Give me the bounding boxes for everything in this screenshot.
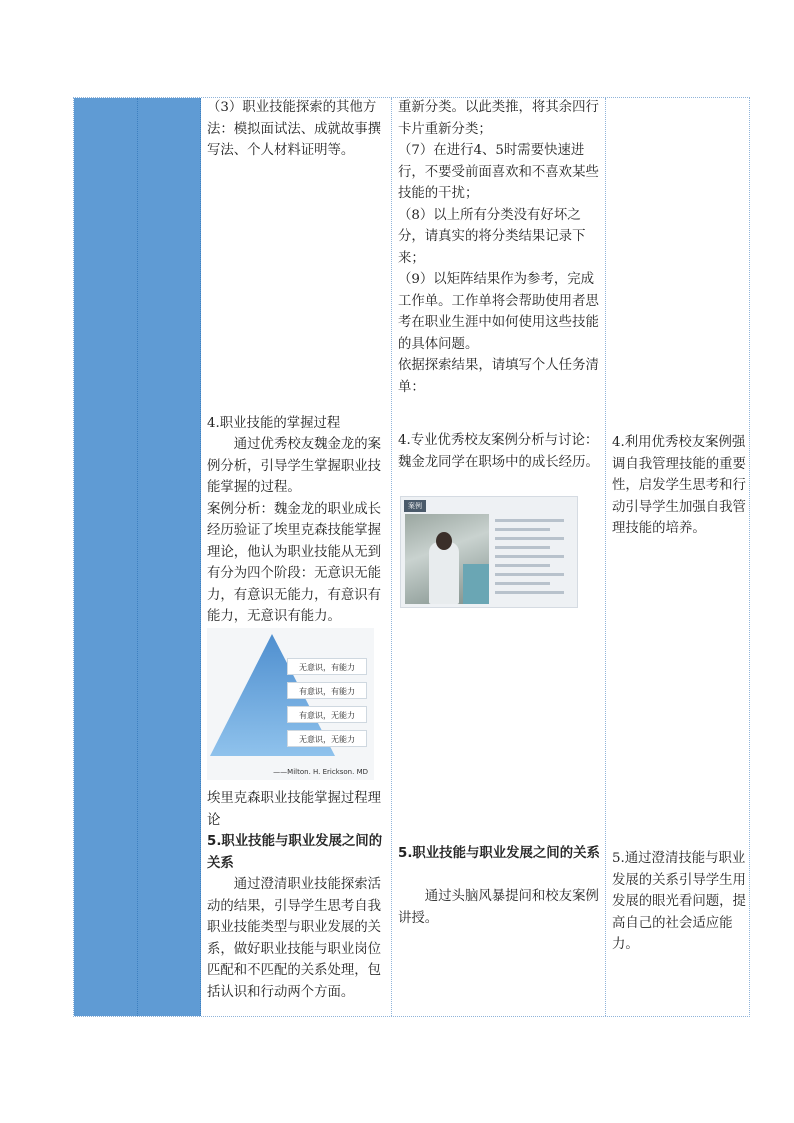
pyramid-level-2: 有意识，有能力: [287, 682, 367, 699]
pyramid-level-1: 无意识，有能力: [287, 658, 367, 675]
alumni-photo-image: [405, 514, 489, 604]
pyramid-caption: 埃里克森职业技能掌握过程理论: [207, 791, 382, 828]
pyramid-credit: ——Milton. H. Erickson. MD: [273, 768, 368, 776]
activity-section-5-heading: 5.职业技能与职业发展之间的关系: [398, 846, 600, 861]
alumni-case-photo: [400, 496, 578, 608]
other-methods-text: （3）职业技能探索的其他方法：模拟面试法、成就故事撰写法、个人材料证明等。: [207, 100, 382, 158]
erickson-pyramid-figure: [207, 628, 374, 780]
intent-section-4: 4.利用优秀校友案例强调自我管理技能的重要性，启发学生思考和行动引导学生加强自我管理技能的培养。: [612, 435, 746, 536]
case-text-lines: [495, 513, 573, 601]
section-5-body: 通过澄清职业技能探索活动的结果，引导学生思考自我职业技能类型与职业发展的关系，做好职业技能与职业岗位匹配和不匹配的关系处理，包括认识和行动两个方面。: [207, 877, 382, 1000]
intent-section-5: 5.通过澄清技能与职业发展的关系引导学生用发展的眼光看问题，提高自己的社会适应能力。: [612, 851, 746, 952]
section-5-heading: 5.职业技能与职业发展之间的关系: [207, 834, 383, 871]
section-4-body: 通过优秀校友魏金龙的案例分析，引导学生掌握职业技能掌握的过程。 案例分析：魏金龙的职业成长经历验证了埃里克森技能掌握理论，他认为职业技能从无到有分为四个阶段：无意识无能力，有意识无能力，有意识有能力，无意识有能力。: [207, 437, 382, 624]
activity-section-5-body: 通过头脑风暴提问和校友案例讲授。: [398, 889, 599, 926]
section-4-heading: 4.职业技能的掌握过程: [207, 416, 341, 431]
alumni-case-text: 4.专业优秀校友案例分析与讨论：魏金龙同学在职场中的成长经历。: [398, 433, 599, 470]
case-tag: 案例: [404, 500, 426, 512]
pyramid-graphic: [207, 628, 374, 780]
pyramid-level-4: 无意识，无能力: [287, 730, 367, 747]
activity-steps-text: 重新分类。以此类推，将其余四行卡片重新分类； （7）在进行4、5时需要快速进行，不要受前面喜欢和不喜欢某些技能的干扰； （8）以上所有分类没有好坏之分，请真实的将分类结果记录下来； （9）以矩阵结果作为参考，完成工作单。工作单将会帮助使用者思考在职业生涯中如何使用这些技能的具体问题。 依据探索结果，请填写个人任务清单：: [398, 100, 599, 395]
column-2-shaded: [138, 98, 201, 1016]
pyramid-level-3: 有意识，无能力: [287, 706, 367, 723]
column-1-shaded: [74, 98, 138, 1016]
